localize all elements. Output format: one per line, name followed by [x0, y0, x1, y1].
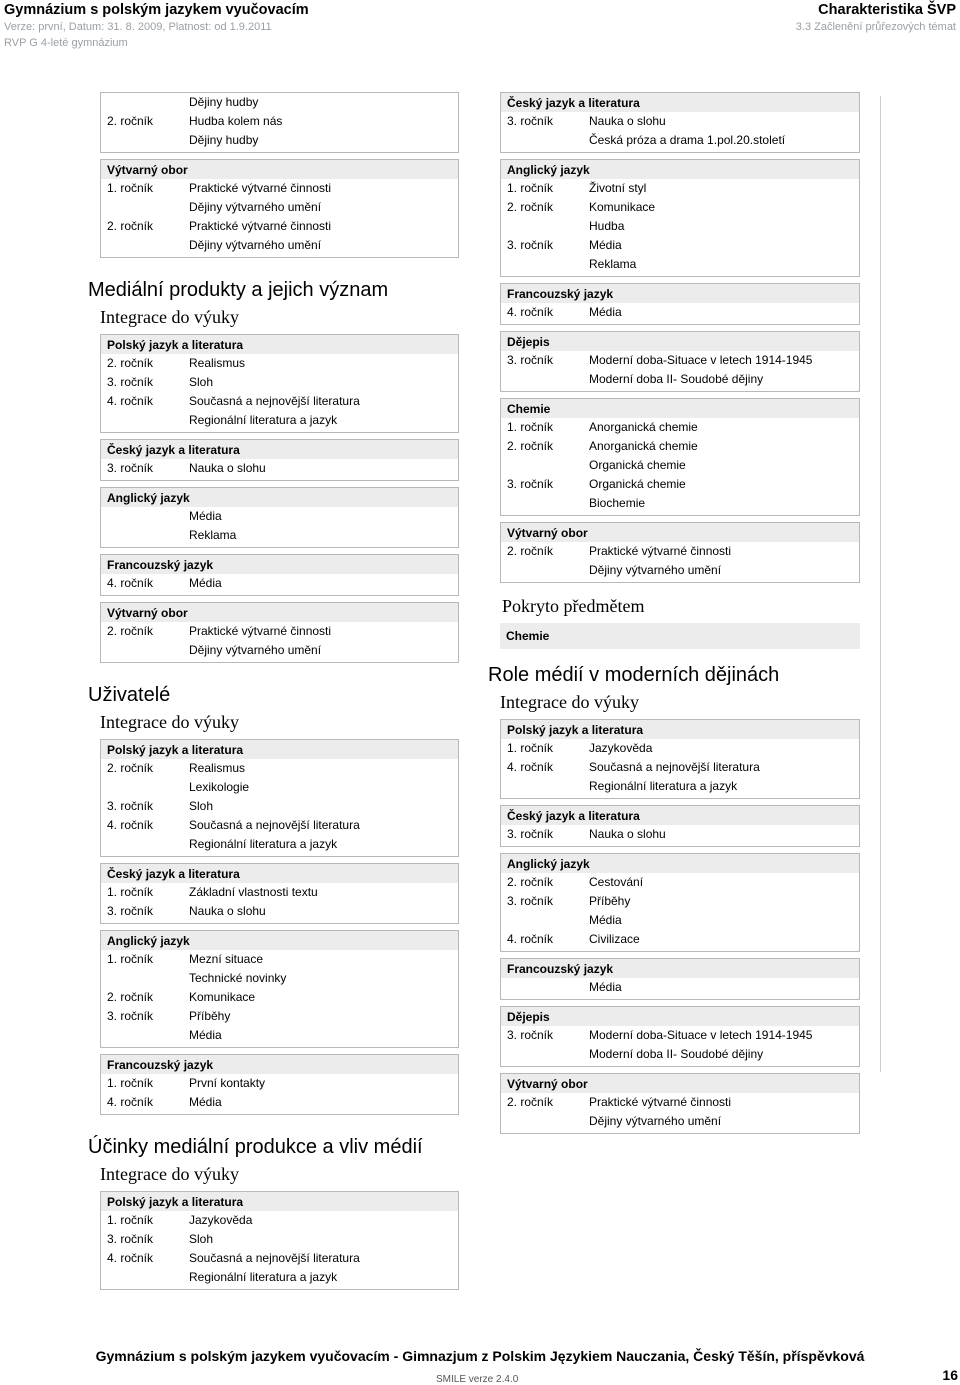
topic-item: Média [189, 1028, 222, 1042]
topic-item: Média [189, 576, 222, 590]
topic-list [589, 351, 859, 389]
year-label: 2. ročník [107, 624, 154, 638]
topic-item: Současná a nejnovější literatura [189, 1251, 360, 1265]
topic-item: Současná a nejnovější literatura [189, 394, 360, 408]
subject-group [500, 92, 860, 153]
topic-item: Dějiny výtvarného umění [189, 643, 322, 657]
year-row [501, 198, 859, 236]
topic-item: Současná a nejnovější literatura [189, 818, 360, 832]
topic-list [589, 873, 859, 892]
topic-list [189, 816, 458, 854]
topic-list [589, 179, 859, 198]
section-subtitle: Integrace do výuky [500, 692, 639, 712]
topic-list [189, 354, 458, 373]
document-section: 3.3 Začlenění průřezových témat [795, 21, 956, 33]
topic-list [189, 1093, 458, 1112]
topic-list [589, 112, 859, 150]
topic-item: Mezní situace [189, 952, 264, 966]
covered-by-subject: Chemie [500, 623, 860, 649]
topic-item: Nauka o slohu [189, 904, 266, 918]
topic-item: Dějiny hudby [189, 95, 259, 109]
section-title: Účinky mediální produkce a vliv médií [88, 1136, 423, 1158]
topic-item: Média [589, 238, 622, 252]
topic-item: Realismus [189, 356, 246, 370]
subject-name: Polský jazyk a literatura [101, 1192, 458, 1211]
subject-group [500, 853, 860, 952]
year-label: 1. ročník [107, 1213, 154, 1227]
year-row [101, 797, 458, 816]
year-label: 2. ročník [107, 990, 154, 1004]
topic-list [589, 930, 859, 949]
year-row [101, 507, 458, 547]
topic-list [189, 459, 458, 478]
subject-group [500, 1073, 860, 1134]
year-label: 2. ročník [507, 439, 554, 453]
year-row [101, 622, 458, 662]
year-row [501, 1093, 859, 1133]
topic-list [189, 93, 458, 112]
year-label: 3. ročník [507, 114, 554, 128]
topic-item: Dějiny hudby [189, 133, 259, 147]
year-row [101, 373, 458, 392]
topic-item: Biochemie [589, 496, 646, 510]
subject-group [100, 334, 459, 433]
topic-item: Technické novinky [189, 971, 287, 985]
subject-name: Francouzský jazyk [501, 959, 859, 978]
topic-item: Dějiny výtvarného umění [189, 238, 322, 252]
subject-name: Český jazyk a literatura [101, 440, 458, 459]
topic-item: Média [589, 913, 622, 927]
topic-list [189, 883, 458, 902]
year-row [501, 351, 859, 391]
year-label: 3. ročník [507, 353, 554, 367]
year-row [101, 179, 458, 217]
topic-item: Dějiny výtvarného umění [589, 563, 722, 577]
year-label: 2. ročník [107, 114, 154, 128]
year-row [101, 93, 458, 112]
topic-item: Realismus [189, 761, 246, 775]
topic-list [589, 475, 859, 513]
topic-item: Sloh [189, 799, 214, 813]
year-row [101, 1074, 458, 1093]
topic-list [589, 437, 859, 475]
topic-list [189, 622, 458, 660]
year-label: 3. ročník [507, 238, 554, 252]
year-label: 2. ročník [107, 761, 154, 775]
year-row [501, 418, 859, 437]
subject-group [100, 92, 459, 153]
year-row [101, 759, 458, 797]
program-line: RVP G 4-leté gymnázium [4, 37, 128, 49]
topic-list [189, 902, 458, 921]
topic-list [189, 1249, 458, 1287]
spacer [88, 1115, 460, 1121]
topic-item: Nauka o slohu [589, 827, 666, 841]
topic-item: Jazykověda [589, 741, 653, 755]
topic-item: Sloh [189, 375, 214, 389]
topic-item: Organická chemie [589, 458, 686, 472]
topic-list [189, 759, 458, 797]
topic-item: Komunikace [589, 200, 656, 214]
topic-list [189, 574, 458, 593]
year-row [101, 217, 458, 257]
year-label: 1. ročník [507, 420, 554, 434]
topic-list [589, 236, 859, 274]
topic-list [189, 507, 458, 545]
right-column [488, 92, 868, 1140]
subject-group [100, 439, 459, 481]
topic-list [189, 179, 458, 217]
section-subtitle: Integrace do výuky [100, 1164, 239, 1184]
topic-item: Příběhy [189, 1009, 231, 1023]
topic-item: Hudba kolem nás [189, 114, 283, 128]
topic-list [189, 797, 458, 816]
topic-list [189, 217, 458, 255]
year-row [101, 1093, 458, 1114]
year-label: 3. ročník [107, 1009, 154, 1023]
year-row [501, 873, 859, 892]
subject-group [500, 283, 860, 325]
topic-list [189, 988, 458, 1007]
year-row [501, 475, 859, 515]
topic-item: Praktické výtvarné činnosti [189, 181, 332, 195]
year-label: 2. ročník [107, 356, 154, 370]
section-title: Mediální produkty a jejich význam [88, 279, 389, 301]
topic-list [189, 392, 458, 430]
topic-item: Praktické výtvarné činnosti [189, 624, 332, 638]
subject-group [500, 331, 860, 392]
year-row [101, 902, 458, 923]
subject-name: Anglický jazyk [501, 160, 859, 179]
year-row [101, 988, 458, 1007]
year-label: 4. ročník [107, 1095, 154, 1109]
year-label: 4. ročník [107, 1251, 154, 1265]
column-divider [880, 96, 881, 1072]
year-label: 4. ročník [507, 305, 554, 319]
subject-name: Dějepis [501, 1007, 859, 1026]
year-label: 2. ročník [507, 1095, 554, 1109]
year-row [101, 883, 458, 902]
year-label: 3. ročník [107, 375, 154, 389]
topic-item: Hudba [589, 219, 625, 233]
year-row [501, 303, 859, 324]
spacer [488, 1134, 868, 1140]
topic-list [589, 758, 859, 796]
year-row [101, 1249, 458, 1289]
subject-group [100, 487, 459, 548]
subject-name: Anglický jazyk [101, 931, 458, 950]
topic-item: Moderní doba II- Soudobé dějiny [589, 1047, 764, 1061]
topic-item: Komunikace [189, 990, 256, 1004]
year-label: 3. ročník [107, 904, 154, 918]
topic-item: Česká próza a drama 1.pol.20.století [589, 133, 786, 147]
year-label: 4. ročník [107, 576, 154, 590]
year-row [101, 1211, 458, 1230]
year-row [501, 739, 859, 758]
topic-list [189, 112, 458, 150]
year-row [501, 758, 859, 798]
topic-item: Média [589, 980, 622, 994]
year-row [501, 892, 859, 930]
topic-item: Moderní doba-Situace v letech 1914-1945 [589, 1028, 813, 1042]
subject-name: Český jazyk a literatura [501, 93, 859, 112]
spacer [88, 663, 460, 669]
topic-item: Anorganická chemie [589, 439, 698, 453]
version-line: Verze: první, Datum: 31. 8. 2009, Platnost: od 1.9.2011 [4, 21, 272, 33]
topic-item: Základní vlastnosti textu [189, 885, 318, 899]
subject-name: Výtvarný obor [101, 603, 458, 622]
topic-item: Dějiny výtvarného umění [589, 1114, 722, 1128]
theme-section [488, 663, 868, 1140]
school-name: Gymnázium s polským jazykem vyučovacím [4, 2, 309, 18]
year-row [501, 1026, 859, 1066]
year-label: 3. ročník [107, 1232, 154, 1246]
topic-item: Reklama [589, 257, 637, 271]
topic-list [589, 1026, 859, 1064]
subject-group [500, 522, 860, 583]
topic-item: První kontakty [189, 1076, 266, 1090]
year-label: 2. ročník [507, 875, 554, 889]
year-label: 2. ročník [107, 219, 154, 233]
topic-list [189, 950, 458, 988]
subject-group [100, 930, 459, 1048]
topic-list [589, 892, 859, 930]
subject-group [500, 398, 860, 516]
year-label: 1. ročník [107, 181, 154, 195]
subject-group [500, 159, 860, 277]
year-row [101, 816, 458, 856]
topic-item: Moderní doba II- Soudobé dějiny [589, 372, 764, 386]
page-number: 16 [942, 1367, 958, 1383]
subject-group [500, 805, 860, 847]
year-label: 3. ročník [507, 894, 554, 908]
year-label: 1. ročník [107, 885, 154, 899]
subject-name: Český jazyk a literatura [101, 864, 458, 883]
page-header-right [796, 2, 956, 35]
topic-list [589, 198, 859, 236]
footer-version: SMILE verze 2.4.0 [436, 1374, 519, 1385]
subject-name: Francouzský jazyk [101, 1055, 458, 1074]
year-label: 1. ročník [507, 741, 554, 755]
section-subtitle: Integrace do výuky [100, 712, 239, 732]
topic-item: Média [589, 305, 622, 319]
subject-name: Výtvarný obor [501, 523, 859, 542]
topic-item: Civilizace [589, 932, 640, 946]
topic-item: Současná a nejnovější literatura [589, 760, 760, 774]
year-row [101, 574, 458, 595]
topic-list [589, 418, 859, 437]
year-label: 2. ročník [507, 200, 554, 214]
subject-group [100, 602, 459, 663]
year-row [101, 950, 458, 988]
topic-item: Nauka o slohu [189, 461, 266, 475]
topic-item: Moderní doba-Situace v letech 1914-1945 [589, 353, 813, 367]
year-label: 3. ročník [107, 799, 154, 813]
theme-section [88, 683, 460, 1121]
topic-item: Příběhy [589, 894, 631, 908]
year-row [501, 437, 859, 475]
year-row [501, 978, 859, 999]
year-label: 3. ročník [107, 461, 154, 475]
year-row [501, 825, 859, 846]
topic-list [589, 825, 859, 844]
topic-item: Média [189, 1095, 222, 1109]
year-label: 1. ročník [507, 181, 554, 195]
year-label: 3. ročník [507, 827, 554, 841]
topic-item: Regionální literatura a jazyk [189, 1270, 338, 1284]
topic-item: Regionální literatura a jazyk [589, 779, 738, 793]
topic-item: Cestování [589, 875, 644, 889]
spacer [488, 583, 868, 589]
year-row [101, 392, 458, 432]
left-column [88, 92, 460, 1296]
topic-item: Sloh [189, 1232, 214, 1246]
year-row [101, 112, 458, 152]
year-label [501, 978, 589, 997]
topic-item: Reklama [189, 528, 237, 542]
topic-item: Praktické výtvarné činnosti [589, 1095, 732, 1109]
year-row [101, 459, 458, 480]
topic-item: Nauka o slohu [589, 114, 666, 128]
year-row [501, 179, 859, 198]
subject-group [500, 719, 860, 799]
subject-name: Anglický jazyk [101, 488, 458, 507]
page-header-left [4, 2, 309, 51]
year-label: 1. ročník [107, 1076, 154, 1090]
year-label: 1. ročník [107, 952, 154, 966]
year-label: 4. ročník [507, 760, 554, 774]
document-title: Charakteristika ŠVP [818, 2, 956, 18]
subject-name: Francouzský jazyk [101, 555, 458, 574]
year-label: 4. ročník [107, 394, 154, 408]
year-label [101, 93, 189, 112]
topic-list [589, 978, 859, 997]
topic-list [189, 373, 458, 392]
section-title: Role médií v moderních dějinách [488, 664, 780, 686]
topic-item: Praktické výtvarné činnosti [589, 544, 732, 558]
topic-list [589, 303, 859, 322]
year-label [101, 507, 189, 545]
spacer [88, 258, 460, 264]
subject-name: Polský jazyk a literatura [101, 740, 458, 759]
subject-group [500, 1006, 860, 1067]
topic-list [189, 1230, 458, 1249]
subject-name: Anglický jazyk [501, 854, 859, 873]
year-label: 3. ročník [507, 1028, 554, 1042]
topic-item: Životní styl [589, 181, 647, 195]
topic-item: Anorganická chemie [589, 420, 698, 434]
year-row [501, 112, 859, 152]
topic-list [589, 739, 859, 758]
topic-list [189, 1211, 458, 1230]
year-row [101, 354, 458, 373]
subject-group [100, 863, 459, 924]
topic-item: Regionální literatura a jazyk [189, 837, 338, 851]
subject-group [100, 554, 459, 596]
subject-name: Výtvarný obor [501, 1074, 859, 1093]
subject-name: Dějepis [501, 332, 859, 351]
subject-name: Polský jazyk a literatura [501, 720, 859, 739]
year-row [101, 1230, 458, 1249]
topic-list [589, 542, 859, 580]
subject-group [100, 1191, 459, 1290]
topic-list [189, 1007, 458, 1045]
topic-item: Lexikologie [189, 780, 250, 794]
covered-by-title: Pokryto předmětem [502, 596, 645, 616]
year-label: 4. ročník [507, 932, 554, 946]
spacer [88, 1290, 460, 1296]
year-row [501, 236, 859, 276]
subject-name: Chemie [501, 399, 859, 418]
subject-name: Výtvarný obor [101, 160, 458, 179]
theme-section [88, 1135, 460, 1296]
year-label: 4. ročník [107, 818, 154, 832]
year-row [501, 930, 859, 951]
topic-item: Dějiny výtvarného umění [189, 200, 322, 214]
subject-name: Polský jazyk a literatura [101, 335, 458, 354]
topic-item: Média [189, 509, 222, 523]
theme-section [88, 278, 460, 669]
subject-group [100, 739, 459, 857]
topic-item: Regionální literatura a jazyk [189, 413, 338, 427]
topic-item: Praktické výtvarné činnosti [189, 219, 332, 233]
section-title: Uživatelé [88, 684, 171, 706]
topic-item: Jazykověda [189, 1213, 253, 1227]
footer-text: Gymnázium s polským jazykem vyučovacím - Gimnazjum z Polskim Językiem Nauczania, Český Těšín, příspěvková [95, 1348, 865, 1364]
year-label: 2. ročník [507, 544, 554, 558]
topic-item: Organická chemie [589, 477, 686, 491]
subject-name: Český jazyk a literatura [501, 806, 859, 825]
year-row [501, 542, 859, 582]
subject-group [100, 1054, 459, 1115]
year-label: 3. ročník [507, 477, 554, 491]
subject-group [100, 159, 459, 258]
subject-group [500, 958, 860, 1000]
year-row [101, 1007, 458, 1047]
topic-list [189, 1074, 458, 1093]
topic-list [589, 1093, 859, 1131]
subject-name: Francouzský jazyk [501, 284, 859, 303]
section-subtitle: Integrace do výuky [100, 307, 239, 327]
